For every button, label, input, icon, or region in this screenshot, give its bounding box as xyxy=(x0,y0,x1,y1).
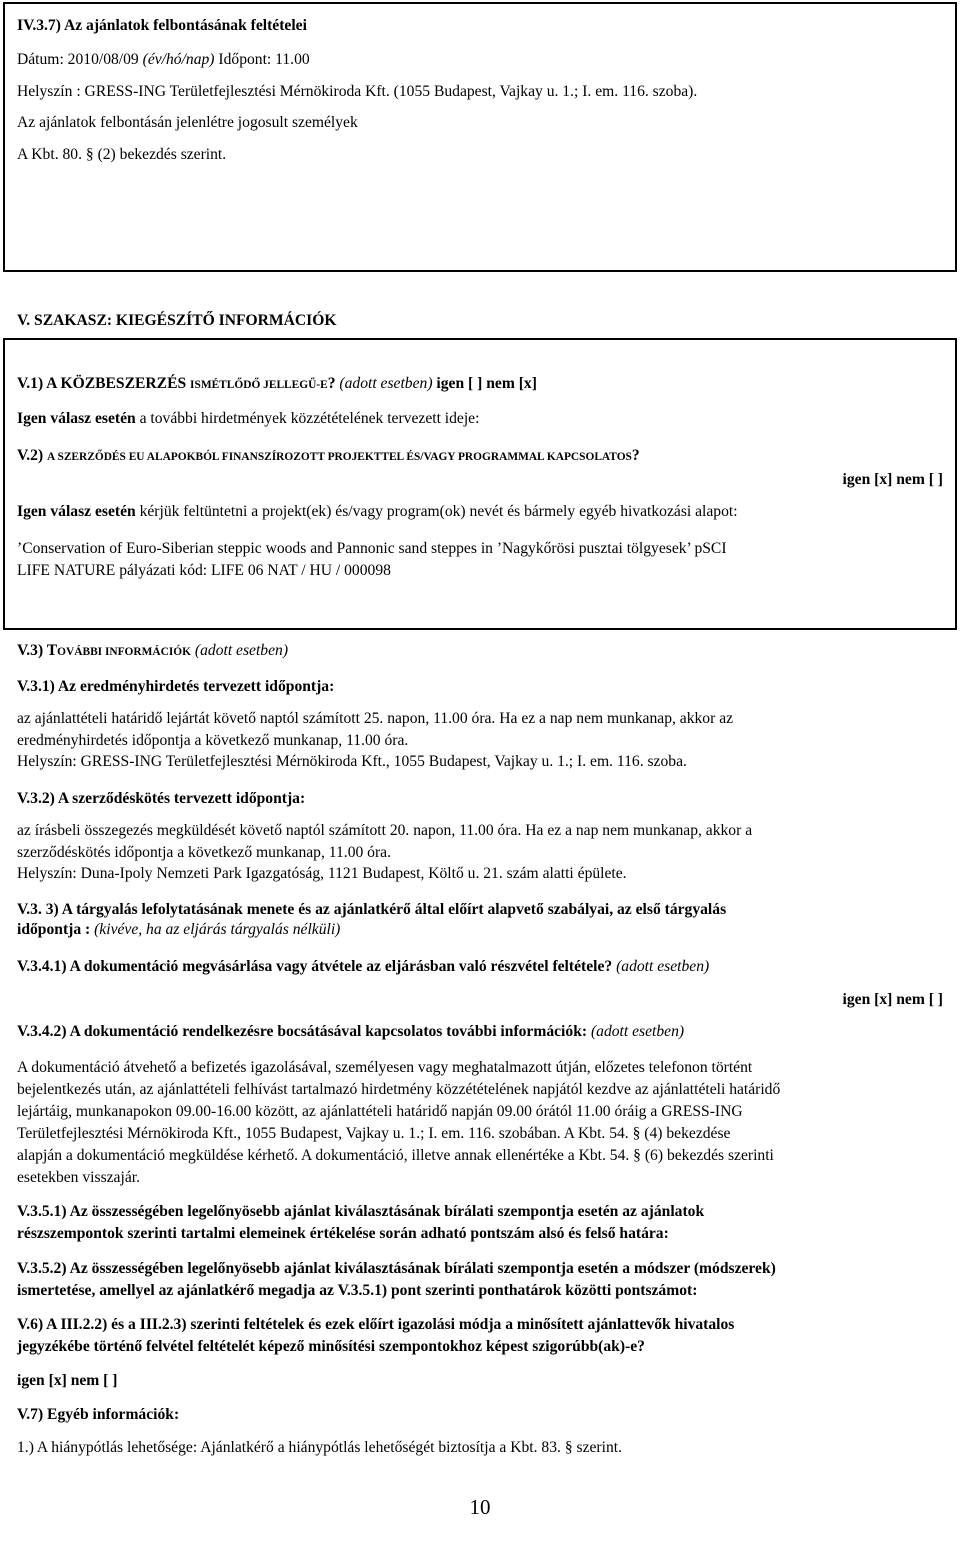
v33-line2-bold: időpontja : xyxy=(17,921,91,938)
v2-project-line1: ’Conservation of Euro-Siberian steppic woods and Pannonic sand steppes in ’Nagykőrösi pusztai tölgyesek’ pSCI xyxy=(17,540,727,557)
opening-date-line xyxy=(17,50,310,70)
opening-persons: Az ajánlatok felbontásán jelenlétre jogosult személyek xyxy=(17,114,358,131)
v33-line2-italic: (kivéve, ha az eljárás tárgyalás nélküli) xyxy=(90,921,341,938)
v352-line2: ismertetése, amellyel az ajánlatkérő megadja az V.3.5.1) pont szerinti ponthatárok közötti pontszámot: xyxy=(17,1282,698,1299)
v3-label: V.3) T xyxy=(17,642,58,659)
v31-line1: az ajánlattételi határidő lejártát követő naptól számított 25. napon, 11.00 óra. Ha ez a nap nem munkanap, akkor az xyxy=(17,710,734,727)
v341-line xyxy=(17,957,709,977)
v341-answer: igen [x] nem [ ] xyxy=(842,991,943,1008)
v341-adott: (adott esetben) xyxy=(612,958,710,975)
v342-heading: V.3.4.2) A dokumentáció rendelkezésre bocsátásával kapcsolatos további információk: xyxy=(17,1023,588,1040)
v2-label: V.2) xyxy=(17,447,48,464)
v3-heading xyxy=(17,641,288,662)
v33-line2 xyxy=(17,920,340,940)
opening-location: Helyszín : GRESS-ING Területfejlesztési Mérnökiroda Kft. (1055 Budapest, Vajkay u. 1.; I. em. 116. szoba). xyxy=(17,83,698,100)
v342-line6: esetekben visszajár. xyxy=(17,1169,140,1186)
v1-igen-bold: Igen válasz esetén xyxy=(17,410,136,427)
v7-heading: V.7) Egyéb információk: xyxy=(17,1406,180,1423)
v341-heading: V.3.4.1) A dokumentáció megvásárlása vagy átvétele az eljárásban való részvétel feltétele? xyxy=(17,958,613,975)
v351-line1: V.3.5.1) Az összességében legelőnyösebb ajánlat kiválasztásának bírálati szempontja esetén az ajánlatok xyxy=(17,1203,705,1220)
section-iv37-heading: IV.3.7) Az ajánlatok felbontásának feltételei xyxy=(17,17,307,34)
v32-heading: V.3.2) A szerződéskötés tervezett időpontja: xyxy=(17,790,306,807)
v1-adott: (adott esetben) xyxy=(335,375,437,392)
v32-line3: Helyszín: Duna-Ipoly Nemzeti Park Igazgatóság, 1121 Budapest, Költő u. 21. szám alatti épülete. xyxy=(17,865,627,882)
v342-line1: A dokumentáció átvehető a befizetés igazolásával, személyesen vagy meghatalmazott útján, előzetes telefonon történt xyxy=(17,1059,753,1076)
v2-qmark: ? xyxy=(631,447,640,464)
date-format: (év/hó/nap) xyxy=(142,51,215,68)
v342-line3: lejártáig, munkanapokon 09.00-16.00 között, az ajánlattételi határidő napján 09.00 órától 11.00 óráig a GRESS-ING xyxy=(17,1103,743,1120)
v7-line1: 1.) A hiánypótlás lehetősége: Ajánlatkérő a hiánypótlás lehetőségét biztosítja a Kbt. 83. § szerint. xyxy=(17,1439,622,1456)
v1-igen-rest: a további hirdetmények közzétételének tervezett ideje: xyxy=(135,410,480,427)
v1-smallcaps: ISMÉTLŐDŐ JELLEGŰ-E xyxy=(190,379,328,391)
v2-smallcaps: A SZERZŐDÉS EU ALAPOKBÓL FINANSZÍROZOTT PROJEKTTEL ÉS/VAGY PROGRAMMAL KAPCSOLATOS xyxy=(47,451,632,463)
v33-line1: V.3. 3) A tárgyalás lefolytatásának menete és az ajánlatkérő által előírt alapvető szabályai, az első tárgyalás xyxy=(17,901,727,918)
v351-line2: részszempontok szerinti tartalmi elemeinek értékelése során adható pontszám alsó és felső határa: xyxy=(17,1225,669,1242)
page-number: 10 xyxy=(469,1495,491,1519)
v1-qmark: ? xyxy=(327,375,336,392)
v342-line4: Területfejlesztési Mérnökiroda Kft., 1055 Budapest, Vajkay u. 1.; I. em. 116. szobában. A Kbt. 54. § (4) bekezdése xyxy=(17,1125,731,1142)
v342-line5: alapján a dokumentáció megküldése kérhető. A dokumentáció, illetve annak ellenértéke a Kbt. 54. § (6) bekezdés szerinti xyxy=(17,1147,774,1164)
v31-line3: Helyszín: GRESS-ING Területfejlesztési Mérnökiroda Kft., 1055 Budapest, Vajkay u. 1.; I. em. 116. szoba. xyxy=(17,753,687,770)
v2-igen-rest: kérjük feltüntetni a projekt(ek) és/vagy program(ok) nevét és bármely egyéb hivatkozási alapot: xyxy=(135,503,738,520)
opening-law-ref: A Kbt. 80. § (2) bekezdés szerint. xyxy=(17,146,227,163)
section-v-title: V. SZAKASZ: KIEGÉSZÍTŐ INFORMÁCIÓK xyxy=(17,312,337,329)
v2-answer: igen [x] nem [ ] xyxy=(842,471,943,488)
opening-time: Időpont: 11.00 xyxy=(218,51,310,68)
v1-igen-line xyxy=(17,409,479,429)
v2-line xyxy=(17,446,640,467)
v6-line1: V.6) A III.2.2) és a III.2.3) szerinti feltételek és ezek előírt igazolási módja a minősített ajánlattevők hivatalos xyxy=(17,1316,735,1333)
opening-date: Dátum: 2010/08/09 xyxy=(17,51,139,68)
v352-line1: V.3.5.2) Az összességében legelőnyösebb ajánlat kiválasztásának bírálati szempontja esetén a módszer (módszerek) xyxy=(17,1260,776,1277)
v2-igen-bold: Igen válasz esetén xyxy=(17,503,136,520)
section-iv37-box xyxy=(3,2,957,272)
v342-line2: bejelentkezés után, az ajánlattételi felhívást tartalmazó hirdetmény közzétételének napjától kezdve az ajánlattételi határidő xyxy=(17,1081,781,1098)
v6-answer: igen [x] nem [ ] xyxy=(17,1372,118,1389)
v2-igen-line xyxy=(17,502,738,522)
v2-project-line2: LIFE NATURE pályázati kód: LIFE 06 NAT / HU / 000098 xyxy=(17,562,391,579)
v6-line2: jegyzékébe történő felvétel feltételét képező minősítési szempontokhoz képest szigorúbb(ak)-e? xyxy=(17,1338,645,1355)
v1-answer: igen [ ] nem [x] xyxy=(436,375,537,392)
v342-adott: (adott esetben) xyxy=(587,1023,685,1040)
v1-line xyxy=(17,374,537,395)
v31-line2: eredményhirdetés időpontja a következő munkanap, 11.00 óra. xyxy=(17,732,409,749)
v1-label: V.1) A KÖZBESZERZÉS xyxy=(17,375,191,392)
v342-heading-line xyxy=(17,1022,684,1042)
v31-heading: V.3.1) Az eredményhirdetés tervezett időpontja: xyxy=(17,678,335,695)
v3-adott: (adott esetben) xyxy=(191,642,289,659)
v32-line1: az írásbeli összegezés megküldését követő naptól számított 20. napon, 11.00 óra. Ha ez a nap nem munkanap, akkor a xyxy=(17,822,753,839)
v3-smallcaps: OVÁBBI INFORMÁCIÓK xyxy=(57,646,192,658)
v32-line2: szerződéskötés időpontja a következő munkanap, 11.00 óra. xyxy=(17,844,391,861)
